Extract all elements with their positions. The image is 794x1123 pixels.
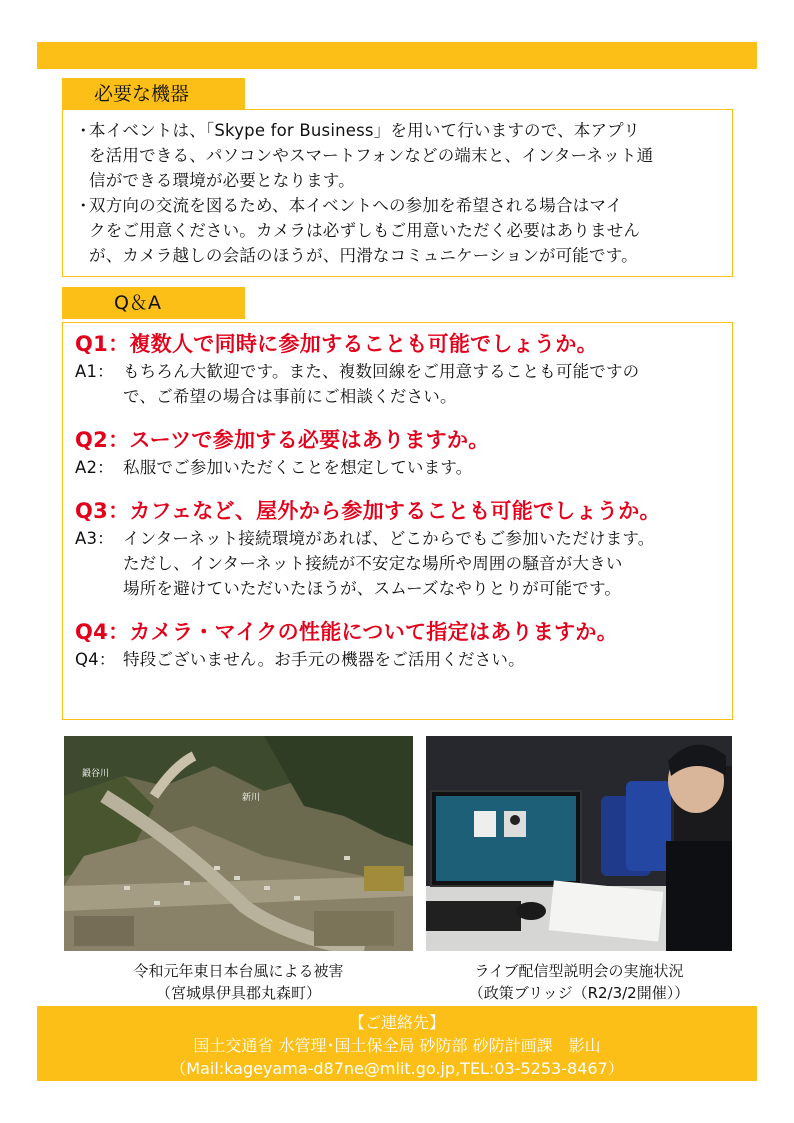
answer-4 xyxy=(75,647,722,672)
answer-label: Q4： xyxy=(75,650,116,669)
contact-office: 国土交通省 水管理･国土保全局 砂防部 砂防計画課 影山 xyxy=(193,1036,601,1055)
answer-line: インターネット接続環境があれば、どこからでもご参加いただけます。 xyxy=(123,529,655,548)
answer-line: 私服でご参加いただくことを想定しています。 xyxy=(123,458,473,477)
question-4: Q4：カメラ・マイクの性能について指定はありますか。 xyxy=(75,620,619,644)
question-2: Q2：スーツで参加する必要はありますか。 xyxy=(75,428,490,452)
typhoon-damage-photo xyxy=(64,736,413,951)
question-3: Q3：カフェなど、屋外から参加することも可能でしょうか。 xyxy=(75,499,661,523)
top-accent-bar xyxy=(37,42,757,69)
bullet-line: クをご用意ください。カメラは必ずしもご用意いただく必要はありません xyxy=(89,221,641,240)
caption-line: （宮城県伊具郡丸森町） xyxy=(155,984,321,1002)
river-label: 鍛谷川 xyxy=(82,768,110,778)
answer-label: A2： xyxy=(75,458,114,477)
answer-label: A1： xyxy=(75,362,114,381)
answer-3 xyxy=(75,526,722,601)
contact-details: （Mail:kageyama-d87ne@mlit.go.jp,TEL:03-5253-8467） xyxy=(170,1059,624,1078)
bullet-mark: ・ xyxy=(75,121,92,140)
answer-label: A3： xyxy=(75,529,114,548)
qa-box xyxy=(62,322,733,720)
caption-line: ライブ配信型説明会の実施状況 xyxy=(474,962,684,980)
river-label: 新川 xyxy=(242,792,261,802)
contact-footer xyxy=(37,1006,757,1081)
bullet-mark: ・ xyxy=(75,196,92,215)
bullet-line: を活用できる、パソコンやスマートフォンなどの端末と、インターネット通 xyxy=(89,146,654,165)
answer-1 xyxy=(75,359,722,409)
answer-line: で、ご希望の場合は事前にご相談ください。 xyxy=(123,387,457,406)
caption-line: 令和元年東日本台風による被害 xyxy=(133,962,344,980)
answer-2 xyxy=(75,455,722,480)
equipment-heading: 必要な機器 xyxy=(62,78,245,110)
photo-caption-left xyxy=(64,960,413,1004)
photo-caption-right xyxy=(426,960,732,1004)
equipment-bullet-1 xyxy=(75,118,722,193)
answer-line: 特段ございません。お手元の機器をご活用ください。 xyxy=(123,650,525,669)
contact-heading: 【ご連絡先】 xyxy=(348,1013,445,1032)
equipment-box xyxy=(62,109,733,277)
bullet-line: が、カメラ越しの会話のほうが、円滑なコミュニケーションが可能です。 xyxy=(89,246,638,265)
equipment-bullet-2 xyxy=(75,193,722,268)
bullet-line: 本イベントは、「Skype for Business」を用いて行いますので、本アプリ xyxy=(89,121,640,140)
answer-line: 場所を避けていただいたほうが、スムーズなやりとりが可能です。 xyxy=(123,579,622,598)
question-1: Q1：複数人で同時に参加することも可能でしょうか。 xyxy=(75,332,598,356)
qa-heading: Q＆A xyxy=(62,287,245,319)
caption-line: （政策ブリッジ（R2/3/2開催）） xyxy=(468,984,690,1002)
answer-line: ただし、インターネット接続が不安定な場所や周囲の騒音が大きい xyxy=(123,554,623,573)
answer-line: もちろん大歓迎です。また、複数回線をご用意することも可能ですの xyxy=(123,362,640,381)
bullet-line: 双方向の交流を図るため、本イベントへの参加を希望される場合はマイ xyxy=(89,196,623,215)
live-session-photo xyxy=(426,736,732,951)
bullet-line: 信ができる環境が必要となります。 xyxy=(89,171,355,190)
